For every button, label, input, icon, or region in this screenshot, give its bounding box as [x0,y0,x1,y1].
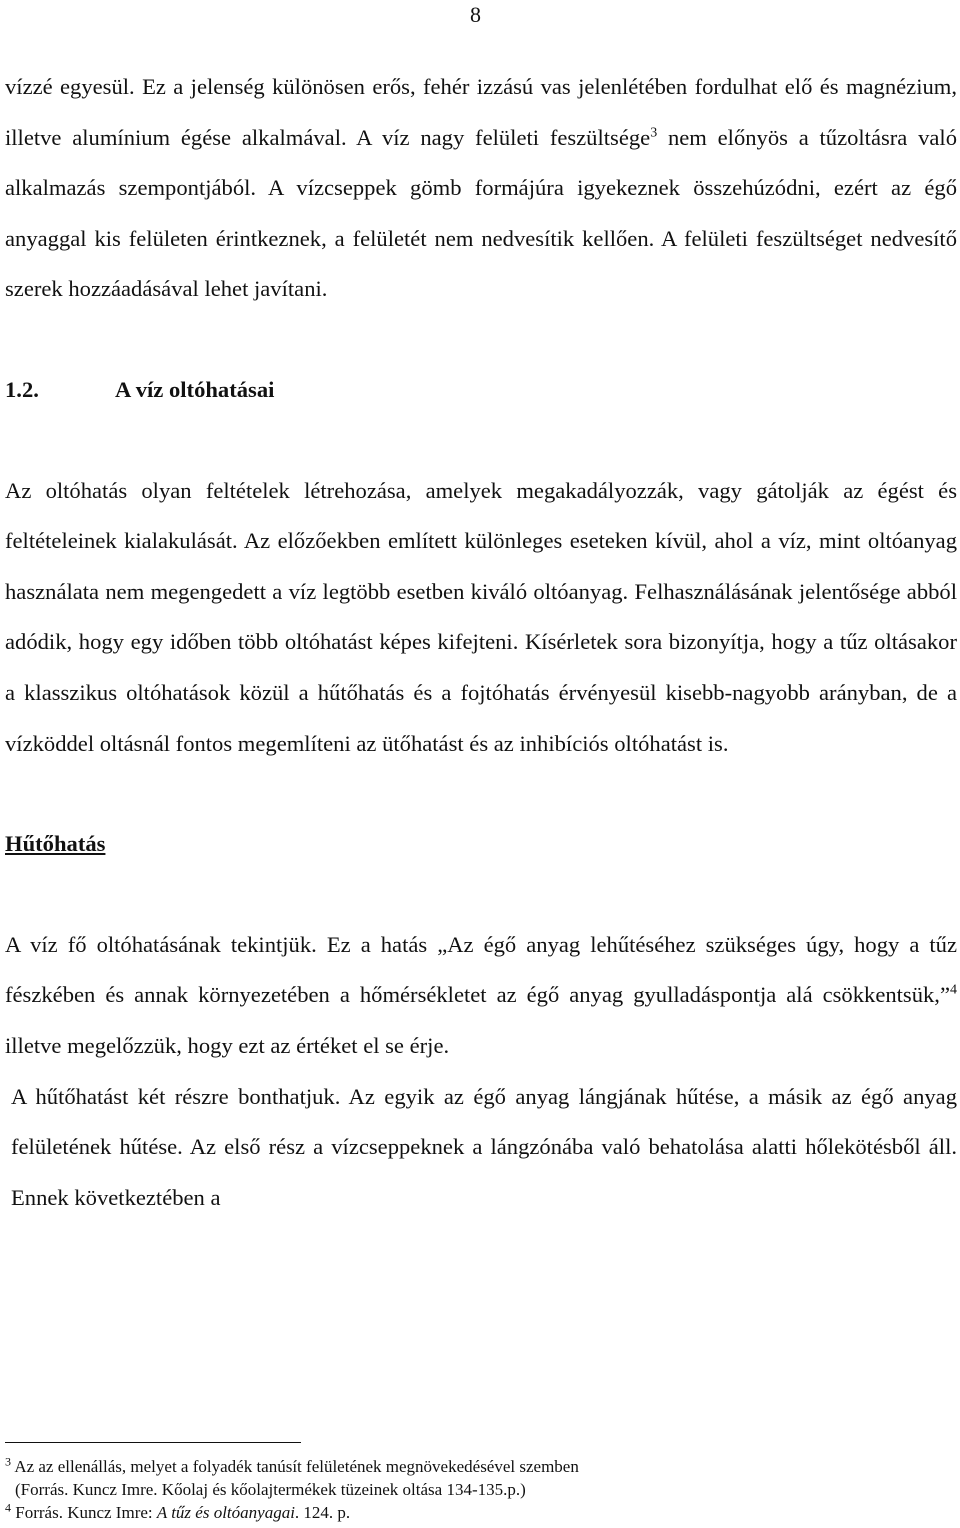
footnote-reference[interactable]: 3 [650,125,658,141]
section-title: A víz oltóhatásai [115,376,275,402]
section-heading [5,365,957,416]
footnote-text: Forrás. Kuncz Imre: [15,1503,157,1522]
paragraph-text: illetve megelőzzük, hogy ezt az értéket el se érje. [5,1032,450,1058]
page-number: 8 [470,2,481,27]
footnote-mark: 3 [5,1454,11,1469]
paragraph-text: vízzé egyesül. Ez a jelenség különösen erős, fehér izzású vas jelenlétében fordulhat elő és magnézium, illetve alumínium égése alkalmával. A víz nagy felületi feszültsége [5,74,957,150]
paragraph-extinguishing-effects: Az oltóhatás olyan feltételek létrehozása, amelyek megakadályozzák, vagy gátolják az égést és feltételeinek kialakulását. Az előzőekben említett különleges eseteken kívül, ahol a víz, mint oltóanyag használata nem megengedett a víz legtöbb esetben kiváló oltóanyag. Felhasználásának jelentősége abból adódik, hogy egy időben több oltóhatást képes kifejteni. Kísérletek sora bizonyítja, hogy a tűz oltásakor a klasszikus oltóhatások közül a hűtőhatás és a fojtóhatás érvényesül kisebb-nagyobb arányban, de a vízköddel oltásnál fontos megemlíteni az ütőhatást és az inhibíciós oltóhatást is. [5,477,957,756]
footnote-mark: 4 [5,1500,11,1515]
subheading-cooling-effect: Hűtőhatás [5,831,106,857]
footnote-text: Az az ellenállás, melyet a folyadék tanúsít felületének megnövekedésével szemben [14,1457,579,1476]
footnote-separator [5,1442,301,1443]
footnote-4 [5,1501,955,1524]
paragraph-cooling-definition [5,920,957,1072]
footnote-reference[interactable]: 4 [950,982,957,998]
footnotes [5,1455,955,1524]
paragraph-text: nem előnyös a tűzoltásra való alkalmazás szempontjából. A vízcseppek gömb formájúra igyekeznek összehúzódni, ezért az égő anyaggal kis felületen érintkeznek, a felületét nem nedvesítik kellően. A felületi feszültséget nedvesítő szerek hozzáadásával lehet javítani. [5,124,957,302]
footnote-book-title: A tűz és oltóanyagai [156,1503,295,1522]
paragraph-text: A víz fő oltóhatásának tekintjük. Ez a hatás „Az égő anyag lehűtéséhez szükséges úgy, hogy a tűz fészkében és annak környezetében a hőmérsékletet az égő anyag gyulladáspontja alá csökkentsük,” [5,931,957,1008]
footnote-3 [5,1455,955,1478]
paragraph-cooling-parts: A hűtőhatást két részre bonthatjuk. Az egyik az égő anyag lángjának hűtése, a másik az égő anyag felületének hűtése. Az első rész a vízcseppeknek a lángzónába való behatolása alatti hőlekötésből áll. Ennek következtében a [11,1083,957,1210]
paragraph-water-surface-tension [5,62,957,315]
page-body [5,62,957,1223]
footnote-text: . 124. p. [294,1503,351,1522]
section-number: 1.2. [5,376,39,402]
footnote-3-source: (Forrás. Kuncz Imre. Kőolaj és kőolajtermékek tüzeinek oltása 134-135.p.) [15,1480,526,1499]
